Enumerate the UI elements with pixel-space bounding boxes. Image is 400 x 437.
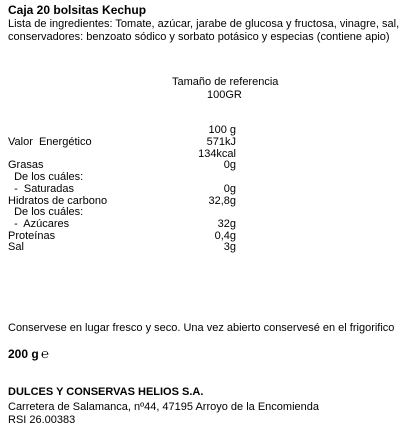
- reference-value: 100GR: [207, 89, 242, 101]
- storage-instructions: Conservese en lugar fresco y seco. Una vez abierto conservesé en el frigorifico: [8, 322, 395, 334]
- estimated-sign-icon: ℮: [41, 346, 49, 361]
- product-title: Caja 20 bolsitas Kechup: [8, 3, 147, 17]
- nutrition-label: Valor Energético: [8, 136, 92, 148]
- company-address: Carretera de Salamanca, nº44, 47195 Arroyo de la Encomienda: [8, 401, 319, 413]
- nutrition-label: Proteínas: [8, 230, 56, 242]
- nutrition-label: - Saturadas: [8, 183, 75, 195]
- net-weight: 200 g: [8, 347, 39, 361]
- portion-header: 100 g: [208, 124, 236, 136]
- nutrition-label: De los cuáles:: [8, 171, 84, 183]
- nutrition-value: 0g: [223, 183, 236, 195]
- nutrition-value: 0g: [223, 159, 236, 171]
- nutrition-label: Grasas: [8, 159, 44, 171]
- nutrition-value: 32,8g: [208, 195, 236, 207]
- reference-label: Tamaño de referencia: [172, 76, 279, 88]
- nutrition-label: Sal: [8, 241, 24, 253]
- ingredients-line-1: Lista de ingredientes: Tomate, azúcar, jarabe de glucosa y fructosa, vinagre, sal,: [8, 18, 400, 30]
- nutrition-label: Hidratos de carbono: [8, 195, 108, 207]
- nutrition-label: - Azúcares: [8, 218, 70, 230]
- company-name: DULCES Y CONSERVAS HELIOS S.A.: [8, 386, 204, 398]
- nutrition-value: 134kcal: [198, 148, 236, 160]
- nutrition-value: 32g: [217, 218, 236, 230]
- ingredients-line-2: conservadores: benzoato sódico y sorbato potásico y especias (contiene apio): [8, 31, 390, 43]
- nutrition-label: De los cuáles:: [8, 206, 84, 218]
- nutrition-value: 0,4g: [214, 230, 236, 242]
- nutrition-value: 3g: [223, 241, 236, 253]
- nutrition-value: 571kJ: [206, 136, 236, 148]
- registry-number: RSI 26.00383: [8, 414, 76, 426]
